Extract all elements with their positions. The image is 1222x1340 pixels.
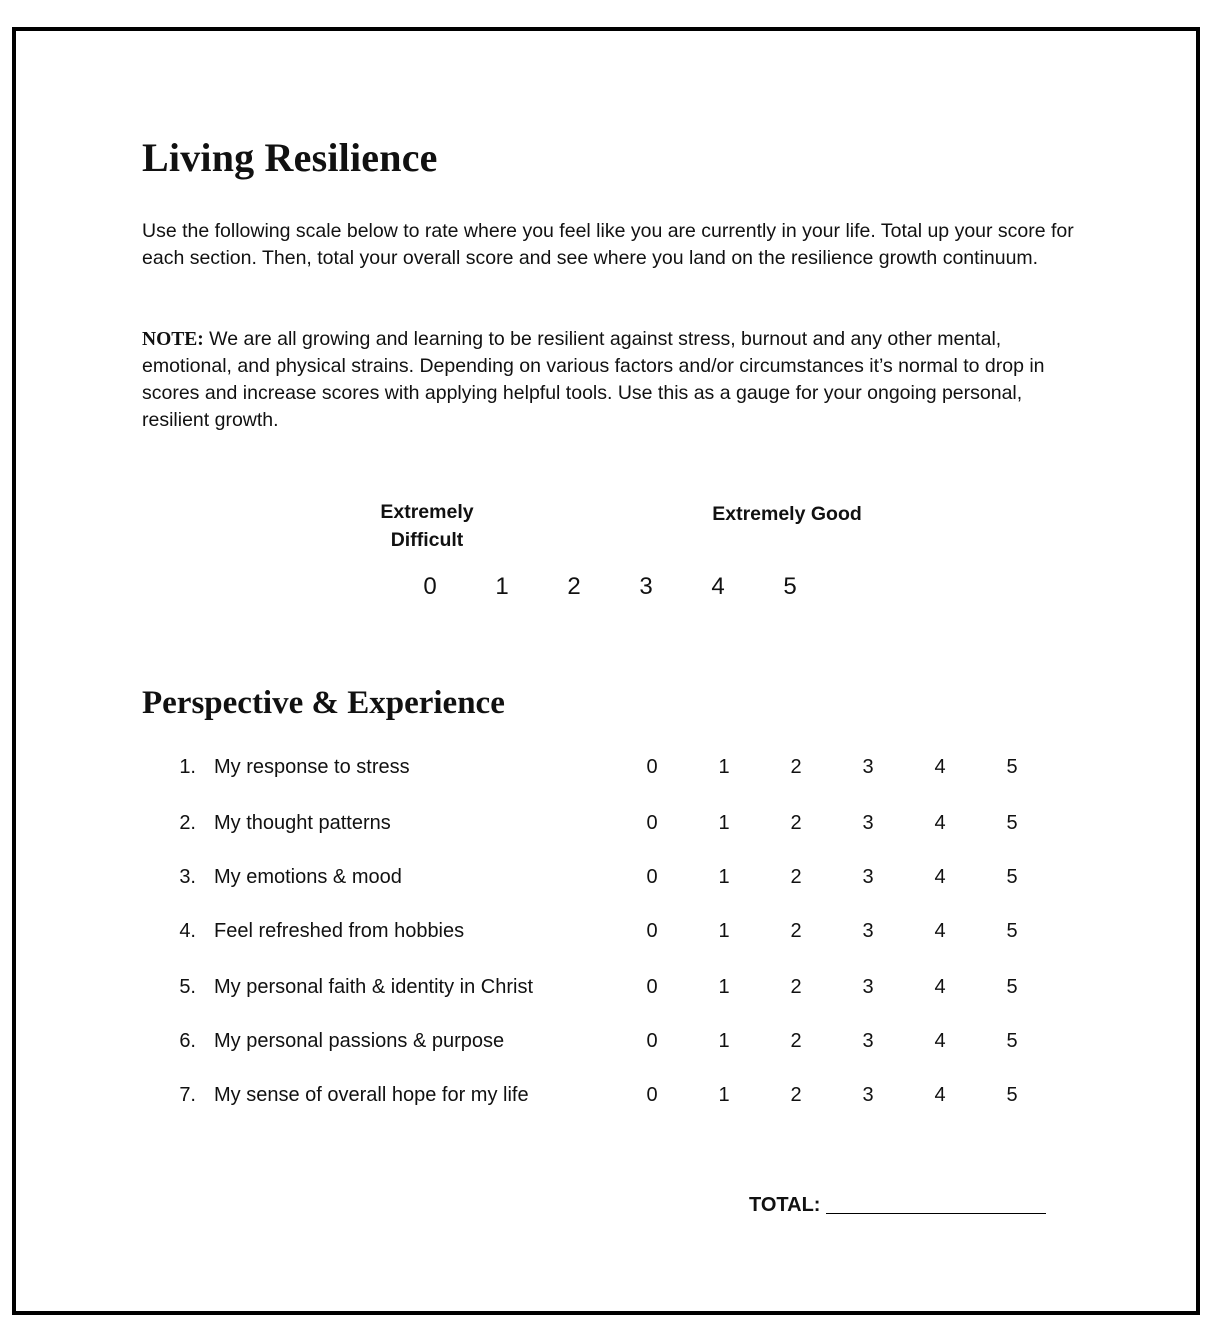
rating-option[interactable]: 0	[646, 976, 658, 998]
rating-row	[0, 808, 1222, 838]
rating-row	[0, 916, 1222, 946]
rating-option[interactable]: 4	[934, 866, 946, 888]
rating-option[interactable]: 3	[862, 920, 874, 942]
item-label: My personal passions & purpose	[214, 1030, 505, 1052]
rating-option[interactable]: 2	[790, 1084, 802, 1106]
page-title: Living Resilience	[142, 135, 438, 180]
rating-option[interactable]: 5	[1006, 920, 1018, 942]
scale-number: 0	[423, 573, 437, 600]
item-number: 1.	[179, 756, 196, 778]
rating-row	[0, 1080, 1222, 1110]
item-number: 5.	[179, 976, 196, 998]
rating-option[interactable]: 3	[862, 976, 874, 998]
rating-option[interactable]: 0	[646, 812, 658, 834]
scale-low-label: Extremely Difficult	[380, 501, 474, 551]
rating-option[interactable]: 2	[790, 866, 802, 888]
rating-option[interactable]: 3	[862, 866, 874, 888]
rating-option[interactable]: 1	[718, 1030, 730, 1052]
rating-option[interactable]: 1	[718, 812, 730, 834]
total-input-line[interactable]	[826, 1213, 1046, 1214]
scale-number: 1	[495, 573, 509, 600]
rating-option[interactable]: 4	[934, 756, 946, 778]
note-label: NOTE:	[142, 329, 204, 350]
item-number: 4.	[179, 920, 196, 942]
item-number: 3.	[179, 866, 196, 888]
rating-option[interactable]: 4	[934, 1030, 946, 1052]
rating-option[interactable]: 5	[1006, 976, 1018, 998]
rating-option[interactable]: 3	[862, 812, 874, 834]
rating-option[interactable]: 3	[862, 756, 874, 778]
item-label: My emotions & mood	[214, 866, 402, 888]
rating-option[interactable]: 1	[718, 756, 730, 778]
rating-row	[0, 972, 1222, 1002]
rating-option[interactable]: 5	[1006, 812, 1018, 834]
rating-option[interactable]: 3	[862, 1030, 874, 1052]
item-number: 2.	[179, 812, 196, 834]
note-text: We are all growing and learning to be resilient against stress, burnout and any other mental, emotional, and physical strains. Depending on various factors and/or circumstances it’s normal to drop in scores and increase scores with applying helpful tools. Use this as a gauge for your ongoing personal, resilient growth.	[142, 328, 1045, 431]
rating-row	[0, 752, 1222, 782]
item-label: My personal faith & identity in Christ	[214, 976, 534, 998]
rating-option[interactable]: 5	[1006, 866, 1018, 888]
rating-option[interactable]: 4	[934, 1084, 946, 1106]
rating-option[interactable]: 0	[646, 920, 658, 942]
scale-number: 5	[783, 573, 797, 600]
rating-option[interactable]: 5	[1006, 1030, 1018, 1052]
rating-option[interactable]: 0	[646, 1084, 658, 1106]
rating-option[interactable]: 4	[934, 976, 946, 998]
rating-option[interactable]: 0	[646, 756, 658, 778]
intro-paragraph: Use the following scale below to rate where you feel like you are currently in your life. Total up your score for each section. Then, total your overall score and see where you land on the resilience growth continuum.	[142, 220, 1074, 269]
rating-option[interactable]: 0	[646, 866, 658, 888]
item-label: My sense of overall hope for my life	[214, 1084, 529, 1106]
scale-high-label: Extremely Good	[712, 503, 862, 525]
scale-number: 2	[567, 573, 581, 600]
rating-row	[0, 1026, 1222, 1056]
rating-option[interactable]: 4	[934, 812, 946, 834]
rating-option[interactable]: 1	[718, 866, 730, 888]
item-number: 7.	[179, 1084, 196, 1106]
item-number: 6.	[179, 1030, 196, 1052]
rating-option[interactable]: 2	[790, 920, 802, 942]
rating-option[interactable]: 5	[1006, 756, 1018, 778]
rating-option[interactable]: 3	[862, 1084, 874, 1106]
rating-option[interactable]: 2	[790, 1030, 802, 1052]
scale-number: 3	[639, 573, 653, 600]
rating-option[interactable]: 4	[934, 920, 946, 942]
rating-option[interactable]: 5	[1006, 1084, 1018, 1106]
section-title: Perspective & Experience	[142, 685, 505, 721]
rating-option[interactable]: 1	[718, 1084, 730, 1106]
item-label: My thought patterns	[214, 812, 391, 834]
rating-row	[0, 862, 1222, 892]
note-paragraph	[142, 326, 1082, 434]
rating-option[interactable]: 2	[790, 976, 802, 998]
rating-option[interactable]: 1	[718, 920, 730, 942]
rating-option[interactable]: 2	[790, 756, 802, 778]
rating-option[interactable]: 0	[646, 1030, 658, 1052]
rating-option[interactable]: 1	[718, 976, 730, 998]
total-label: TOTAL:	[749, 1194, 821, 1216]
item-label: My response to stress	[214, 756, 410, 778]
rating-option[interactable]: 2	[790, 812, 802, 834]
item-label: Feel refreshed from hobbies	[214, 920, 465, 942]
scale-number: 4	[711, 573, 725, 600]
